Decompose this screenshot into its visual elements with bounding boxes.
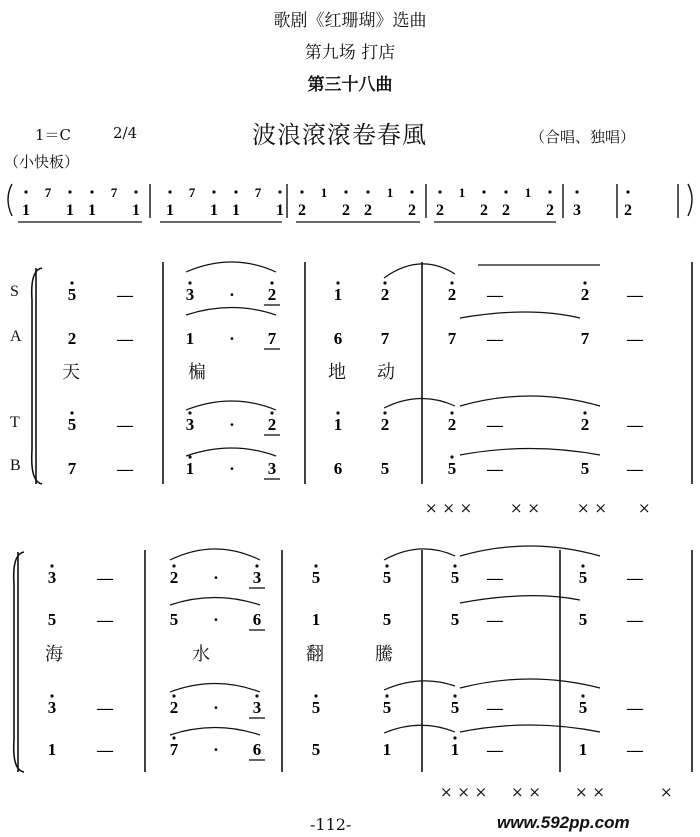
octave-dot: [385, 694, 388, 697]
note-system1-B: 5: [580, 459, 590, 478]
duration-dash: —: [117, 461, 133, 478]
part-label-bass: B: [10, 457, 21, 474]
octave-dot: [234, 190, 237, 193]
note-system2-A: 6: [252, 610, 262, 629]
slur: [186, 308, 276, 316]
octave-dot: [188, 281, 191, 284]
note-system2-T: 3: [47, 698, 57, 717]
octave-dot: [188, 411, 191, 414]
octave-dot: [70, 411, 73, 414]
intro-note: 1: [22, 202, 30, 219]
octave-dot: [68, 190, 71, 193]
intro-note: 7: [44, 185, 52, 200]
intro-note: 1: [276, 202, 284, 219]
octave-dot: [583, 411, 586, 414]
note-system2-T: 5: [450, 698, 460, 717]
lyric: 动: [377, 362, 395, 383]
scene-title: 第九场 打店: [304, 43, 396, 63]
note-system1-S: 2: [267, 285, 277, 304]
note-system1-B: 5: [380, 459, 390, 478]
intro-note: 2: [436, 202, 444, 219]
note-system2-A: 1: [311, 610, 321, 629]
note-system1-A: 7: [380, 329, 390, 348]
note-system2-B: 1: [578, 740, 588, 759]
piece-number: 第三十八曲: [307, 75, 393, 95]
octave-dot: [344, 190, 347, 193]
slur: [384, 681, 455, 690]
note-system2-S: ·: [213, 568, 219, 587]
note-system2-T: ·: [213, 698, 219, 717]
octave-dot: [366, 190, 369, 193]
note-system1-T: 1: [333, 415, 343, 434]
slur: [186, 401, 276, 410]
note-system2-S: 5: [450, 568, 460, 587]
voices-label: （合唱、独唱）: [530, 128, 636, 146]
note-system2-S: 5: [382, 568, 392, 587]
note-system1-A: 2: [67, 329, 77, 348]
duration-dash: —: [117, 287, 133, 304]
note-system1-S: 3: [185, 285, 195, 304]
intro-note: 3: [573, 202, 581, 219]
duration-dash: —: [627, 461, 643, 478]
note-system2-T: 3: [252, 698, 262, 717]
intro-note: 7: [110, 185, 118, 200]
octave-dot: [255, 564, 258, 567]
octave-dot: [626, 190, 629, 193]
note-system1-S: 2: [580, 285, 590, 304]
intro-note: 1: [66, 202, 74, 219]
percussion-mark: ×: [660, 783, 673, 801]
note-system2-S: 5: [578, 568, 588, 587]
lyric: 水: [192, 644, 210, 665]
duration-dash: —: [627, 612, 643, 629]
intro-note: 1: [458, 185, 466, 200]
lyric: 楄: [188, 362, 206, 383]
octave-dot: [336, 411, 339, 414]
duration-dash: —: [627, 287, 643, 304]
intro-note: 1: [232, 202, 240, 219]
slur: [170, 684, 260, 693]
octave-dot: [504, 190, 507, 193]
octave-dot: [575, 190, 578, 193]
note-system1-S: 2: [380, 285, 390, 304]
duration-dash: —: [487, 742, 503, 759]
octave-dot: [314, 564, 317, 567]
piece-title: 波浪滾滾卷春風: [252, 121, 427, 149]
note-system2-T: 5: [382, 698, 392, 717]
octave-dot: [212, 190, 215, 193]
octave-dot: [453, 564, 456, 567]
duration-dash: —: [487, 417, 503, 434]
intro-note: 2: [364, 202, 372, 219]
slur: [170, 549, 260, 560]
page-number: -112-: [310, 815, 352, 834]
octave-dot: [270, 411, 273, 414]
duration-dash: —: [627, 570, 643, 587]
note-system1-A: 7: [267, 329, 277, 348]
duration-dash: —: [487, 287, 503, 304]
percussion-mark: × ×: [577, 499, 607, 517]
duration-dash: —: [487, 461, 503, 478]
note-system1-A: 6: [333, 329, 343, 348]
intro-note: 1: [320, 185, 328, 200]
note-system2-T: 5: [311, 698, 321, 717]
intro-note: 2: [408, 202, 416, 219]
duration-dash: —: [627, 331, 643, 348]
note-system1-S: ·: [229, 285, 235, 304]
key-signature: 1＝C: [35, 126, 72, 144]
intro-open-paren: [8, 184, 12, 216]
note-system1-T: ·: [229, 415, 235, 434]
intro-note: 2: [502, 202, 510, 219]
note-system2-S: 5: [311, 568, 321, 587]
intro-note: 2: [546, 202, 554, 219]
note-system1-S: 5: [67, 285, 77, 304]
octave-dot: [581, 694, 584, 697]
note-system2-A: ·: [213, 610, 219, 629]
intro-note: 7: [254, 185, 262, 200]
percussion-mark: × × ×: [425, 499, 473, 517]
octave-dot: [50, 564, 53, 567]
percussion-mark: × ×: [575, 783, 605, 801]
octave-dot: [172, 694, 175, 697]
note-system1-B: 1: [185, 459, 195, 478]
note-system1-S: 2: [447, 285, 457, 304]
note-system2-T: 2: [169, 698, 179, 717]
slur: [170, 728, 260, 736]
duration-dash: —: [117, 417, 133, 434]
lyric: 騰: [375, 644, 393, 665]
duration-dash: —: [627, 742, 643, 759]
duration-dash: —: [487, 570, 503, 587]
duration-dash: —: [117, 331, 133, 348]
note-system1-T: 2: [447, 415, 457, 434]
percussion-mark: × ×: [511, 783, 541, 801]
octave-dot: [450, 281, 453, 284]
note-system1-T: 3: [185, 415, 195, 434]
opera-title: 歌剧《红珊瑚》选曲: [273, 11, 427, 31]
tie: [460, 396, 600, 406]
octave-dot: [172, 736, 175, 739]
duration-dash: —: [627, 700, 643, 717]
note-system2-B: 7: [169, 740, 179, 759]
note-system2-A: 5: [382, 610, 392, 629]
duration-dash: —: [487, 700, 503, 717]
note-system1-B: ·: [229, 459, 235, 478]
octave-dot: [548, 190, 551, 193]
duration-dash: —: [97, 742, 113, 759]
part-label-tenor: T: [10, 414, 20, 431]
octave-dot: [385, 564, 388, 567]
note-system2-A: 5: [578, 610, 588, 629]
slur: [384, 725, 455, 733]
octave-dot: [450, 455, 453, 458]
slur: [384, 264, 455, 278]
note-system2-B: 1: [450, 740, 460, 759]
percussion-mark: ×: [638, 499, 651, 517]
percussion-mark: × × ×: [440, 783, 488, 801]
duration-dash: —: [487, 331, 503, 348]
lyric: 翻: [306, 644, 324, 665]
part-label-soprano: S: [10, 283, 19, 300]
lyric: 海: [45, 644, 63, 665]
note-system2-S: 3: [47, 568, 57, 587]
note-system1-T: 5: [67, 415, 77, 434]
note-system1-T: 2: [380, 415, 390, 434]
intro-note: 1: [210, 202, 218, 219]
octave-dot: [581, 564, 584, 567]
tie: [460, 596, 580, 603]
octave-dot: [270, 281, 273, 284]
note-system2-B: 1: [382, 740, 392, 759]
octave-dot: [172, 564, 175, 567]
duration-dash: —: [487, 612, 503, 629]
tempo-marking: （小快板）: [4, 153, 80, 171]
slur: [384, 549, 455, 560]
system1-brace: [32, 268, 42, 484]
part-label-alto: A: [10, 328, 22, 345]
note-system2-T: 5: [578, 698, 588, 717]
note-system2-B: 1: [47, 740, 57, 759]
intro-note: 1: [386, 185, 394, 200]
intro-note: 2: [342, 202, 350, 219]
note-system1-B: 7: [67, 459, 77, 478]
octave-dot: [383, 411, 386, 414]
note-system2-A: 5: [47, 610, 57, 629]
note-system2-A: 5: [450, 610, 460, 629]
octave-dot: [314, 694, 317, 697]
note-system1-B: 6: [333, 459, 343, 478]
octave-dot: [90, 190, 93, 193]
intro-note: 1: [132, 202, 140, 219]
note-system1-A: ·: [229, 329, 235, 348]
note-system1-T: 2: [267, 415, 277, 434]
octave-dot: [453, 694, 456, 697]
slur: [170, 598, 260, 606]
note-system2-S: 3: [252, 568, 262, 587]
system2-brace: [14, 552, 24, 772]
intro-note: 1: [88, 202, 96, 219]
octave-dot: [278, 190, 281, 193]
lyric: 天: [62, 362, 80, 383]
tie: [460, 725, 600, 732]
duration-dash: —: [97, 612, 113, 629]
octave-dot: [70, 281, 73, 284]
slur: [186, 448, 276, 456]
octave-dot: [255, 694, 258, 697]
tie: [460, 312, 580, 318]
intro-close-paren: [688, 184, 692, 216]
duration-dash: —: [97, 570, 113, 587]
watermark-url: www.592pp.com: [497, 813, 630, 832]
octave-dot: [24, 190, 27, 193]
octave-dot: [453, 736, 456, 739]
octave-dot: [188, 455, 191, 458]
percussion-mark: × ×: [510, 499, 540, 517]
note-system1-A: 7: [580, 329, 590, 348]
note-system1-S: 1: [333, 285, 343, 304]
tie: [460, 449, 600, 456]
intro-note: 2: [624, 202, 632, 219]
slur: [186, 262, 276, 272]
time-signature: 2/4: [113, 124, 138, 142]
note-system2-A: 5: [169, 610, 179, 629]
octave-dot: [50, 694, 53, 697]
octave-dot: [482, 190, 485, 193]
duration-dash: —: [627, 417, 643, 434]
note-system1-B: 3: [267, 459, 277, 478]
intro-note: 1: [166, 202, 174, 219]
note-system1-A: 1: [185, 329, 195, 348]
duration-dash: —: [97, 700, 113, 717]
tie: [460, 679, 600, 688]
octave-dot: [383, 281, 386, 284]
tie: [460, 546, 600, 556]
intro-note: 2: [480, 202, 488, 219]
note-system2-B: ·: [213, 740, 219, 759]
octave-dot: [583, 281, 586, 284]
note-system2-B: 5: [311, 740, 321, 759]
octave-dot: [450, 411, 453, 414]
intro-note: 7: [188, 185, 196, 200]
slur: [384, 398, 455, 408]
octave-dot: [410, 190, 413, 193]
octave-dot: [168, 190, 171, 193]
note-system1-B: 5: [447, 459, 457, 478]
intro-note: 2: [298, 202, 306, 219]
octave-dot: [438, 190, 441, 193]
intro-note: 1: [524, 185, 532, 200]
octave-dot: [300, 190, 303, 193]
octave-dot: [336, 281, 339, 284]
note-system1-A: 7: [447, 329, 457, 348]
octave-dot: [134, 190, 137, 193]
lyric: 地: [328, 362, 346, 383]
note-system2-B: 6: [252, 740, 262, 759]
note-system2-S: 2: [169, 568, 179, 587]
note-system1-T: 2: [580, 415, 590, 434]
